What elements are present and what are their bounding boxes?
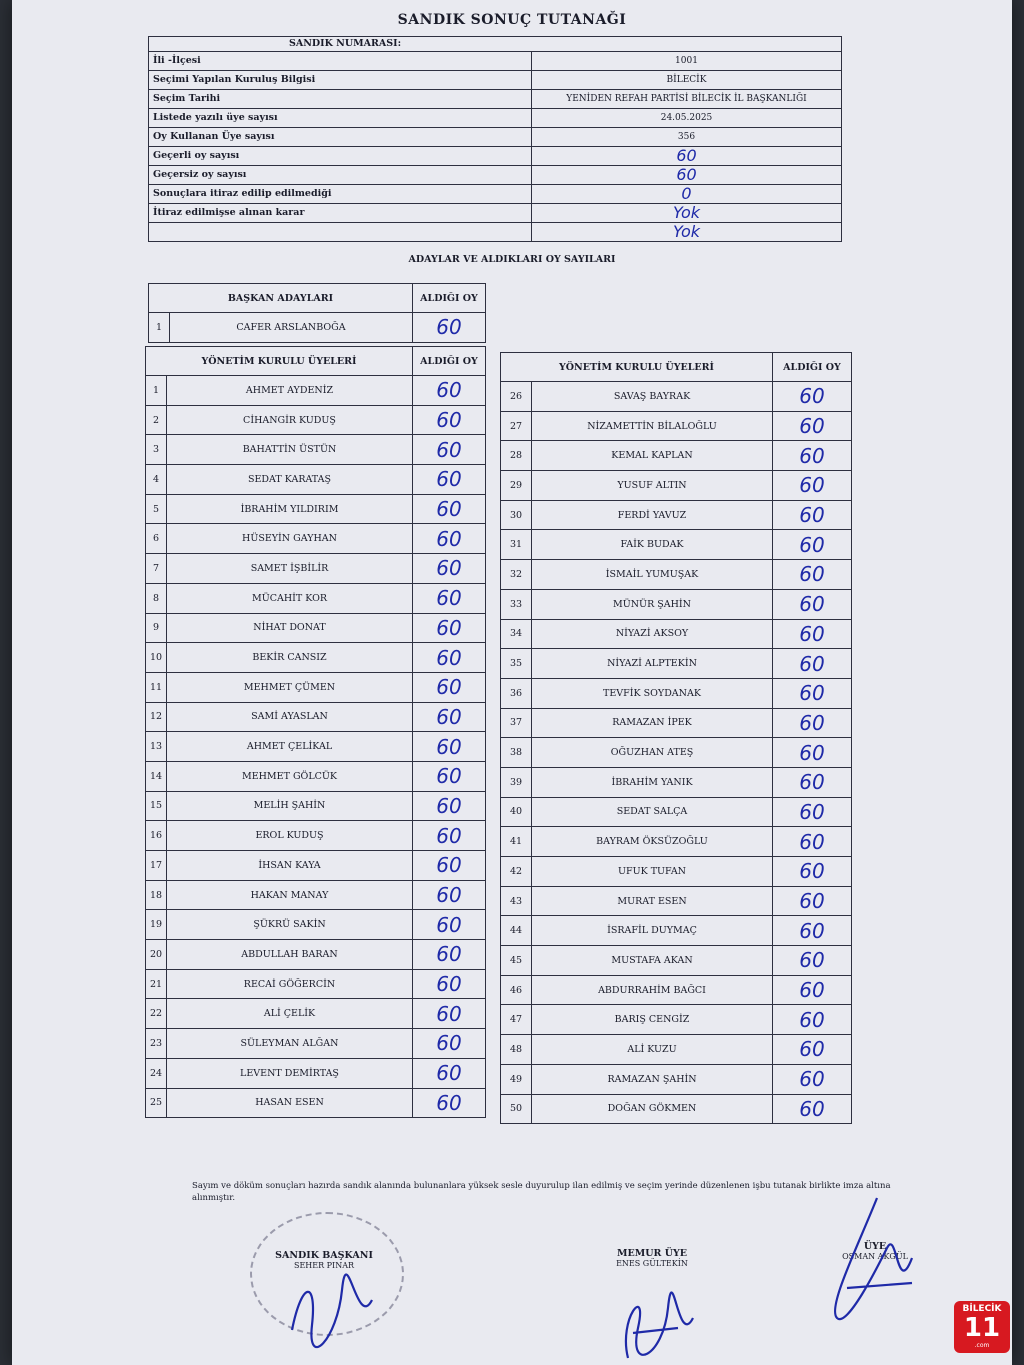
candidate-number: 24: [146, 1058, 167, 1088]
candidate-name: SAMET İŞBİLİR: [167, 554, 413, 584]
candidate-row: [146, 613, 486, 643]
candidate-number: 13: [146, 732, 167, 762]
candidate-votes: 60: [413, 554, 486, 584]
chair-title: SANDIK BAŞKANI: [275, 1250, 373, 1261]
candidate-votes: 60: [773, 886, 852, 916]
candidate-name: İHSAN KAYA: [167, 851, 413, 881]
candidate-votes: 60: [773, 1094, 852, 1124]
candidate-name: NİHAT DONAT: [167, 613, 413, 643]
info-label: Listede yazılı üye sayısı: [149, 109, 532, 127]
candidate-row: [146, 405, 486, 435]
candidate-votes: 60: [773, 471, 852, 501]
info-row: [149, 128, 841, 147]
candidate-number: 37: [501, 708, 532, 738]
logo-line-2: 11: [963, 1313, 1001, 1343]
candidate-row: [146, 1058, 486, 1088]
candidate-votes: 60: [773, 441, 852, 471]
candidate-votes: 60: [773, 797, 852, 827]
candidate-votes: 60: [773, 678, 852, 708]
candidate-name: İBRAHİM YANIK: [532, 767, 773, 797]
board-members-table-left: [145, 346, 486, 1118]
candidate-votes: 60: [413, 1058, 486, 1088]
info-value: 1001: [675, 56, 698, 66]
candidate-name: BEKİR CANSIZ: [167, 643, 413, 673]
candidate-row: [501, 827, 852, 857]
candidate-votes: 60: [413, 313, 486, 343]
candidate-name: MUSTAFA AKAN: [532, 946, 773, 976]
candidate-number: 4: [146, 465, 167, 495]
candidate-name: SÜLEYMAN ALĞAN: [167, 1029, 413, 1059]
info-row: [149, 185, 841, 204]
candidate-votes: 60: [773, 857, 852, 887]
candidate-row: [501, 708, 852, 738]
candidate-number: 39: [501, 767, 532, 797]
candidate-votes: 60: [773, 975, 852, 1005]
ballot-number-header: SANDIK NUMARASI:: [149, 37, 841, 52]
candidate-number: 44: [501, 916, 532, 946]
candidate-name: İSRAFİL DUYMAÇ: [532, 916, 773, 946]
candidate-row: [501, 1094, 852, 1124]
president-header-votes: ALDIĞI OY: [413, 284, 486, 313]
member-title: ÜYE: [863, 1241, 887, 1252]
candidate-row: [146, 851, 486, 881]
candidate-number: 1: [146, 376, 167, 406]
candidate-number: 41: [501, 827, 532, 857]
info-label: [149, 223, 532, 241]
candidate-number: 35: [501, 649, 532, 679]
candidate-number: 40: [501, 797, 532, 827]
candidate-row: [501, 678, 852, 708]
candidate-votes: 60: [773, 500, 852, 530]
candidate-name: SAMİ AYASLAN: [167, 702, 413, 732]
candidate-name: CİHANGİR KUDUŞ: [167, 405, 413, 435]
candidate-row: [146, 465, 486, 495]
info-value: YENİDEN REFAH PARTİSİ BİLECİK İL BAŞKANLIĞI: [566, 94, 807, 104]
candidate-number: 48: [501, 1035, 532, 1065]
candidate-row: [501, 1005, 852, 1035]
candidate-name: OĞUZHAN ATEŞ: [532, 738, 773, 768]
candidate-row: [501, 738, 852, 768]
candidate-name: NİYAZİ ALPTEKİN: [532, 649, 773, 679]
candidate-row: [146, 732, 486, 762]
info-label: Seçim Tarihi: [149, 90, 532, 108]
candidate-number: 32: [501, 560, 532, 590]
candidate-row: [501, 471, 852, 501]
candidate-row: [501, 619, 852, 649]
info-value: 60: [676, 146, 697, 165]
info-row: [149, 166, 841, 185]
info-label: Geçerli oy sayısı: [149, 147, 532, 165]
candidate-name: MEHMET GÖLCÜK: [167, 761, 413, 791]
candidate-row: [146, 821, 486, 851]
candidate-number: 43: [501, 886, 532, 916]
candidate-number: 27: [501, 411, 532, 441]
candidate-number: 15: [146, 791, 167, 821]
candidate-row: [146, 435, 486, 465]
candidate-votes: 60: [413, 999, 486, 1029]
candidate-number: 8: [146, 583, 167, 613]
info-label: Seçimi Yapılan Kuruluş Bilgisi: [149, 71, 532, 89]
member-name: OSMAN AKGÜL: [842, 1252, 908, 1261]
candidate-row: [146, 999, 486, 1029]
candidate-number: 19: [146, 910, 167, 940]
candidate-name: EROL KUDUŞ: [167, 821, 413, 851]
candidate-row: [146, 940, 486, 970]
candidate-votes: 60: [773, 619, 852, 649]
candidate-row: [146, 524, 486, 554]
candidate-row: [501, 530, 852, 560]
candidate-name: RECAİ GÖĞERCİN: [167, 969, 413, 999]
candidate-name: RAMAZAN ŞAHİN: [532, 1064, 773, 1094]
candidate-number: 5: [146, 494, 167, 524]
candidate-votes: 60: [773, 560, 852, 590]
candidate-votes: 60: [413, 494, 486, 524]
candidate-number: 23: [146, 1029, 167, 1059]
candidate-votes: 60: [413, 791, 486, 821]
candidate-number: 46: [501, 975, 532, 1005]
candidate-votes: 60: [773, 649, 852, 679]
info-label: Geçersiz oy sayısı: [149, 166, 532, 184]
candidate-row: [501, 1064, 852, 1094]
candidate-name: SEDAT SALÇA: [532, 797, 773, 827]
candidate-number: 18: [146, 880, 167, 910]
candidate-votes: 60: [773, 530, 852, 560]
info-label: Oy Kullanan Üye sayısı: [149, 128, 532, 146]
info-row: [149, 52, 841, 71]
president-candidates-table: [148, 283, 486, 343]
candidate-votes: 60: [413, 435, 486, 465]
candidate-name: İSMAİL YUMUŞAK: [532, 560, 773, 590]
candidate-number: 25: [146, 1088, 167, 1118]
candidate-votes: 60: [413, 880, 486, 910]
candidate-votes: 60: [773, 589, 852, 619]
candidate-votes: 60: [413, 732, 486, 762]
candidate-name: HÜSEYİN GAYHAN: [167, 524, 413, 554]
candidate-row: [501, 886, 852, 916]
info-row: [149, 90, 841, 109]
info-row: [149, 147, 841, 166]
candidate-votes: 60: [773, 946, 852, 976]
candidate-name: ŞÜKRÜ SAKİN: [167, 910, 413, 940]
candidate-row: [146, 761, 486, 791]
candidate-name: NİZAMETTİN BİLALOĞLU: [532, 411, 773, 441]
candidate-row: [501, 1035, 852, 1065]
candidate-name: BAHATTİN ÜSTÜN: [167, 435, 413, 465]
member-signature-scribble: [817, 1188, 927, 1328]
candidate-row: [501, 649, 852, 679]
candidate-name: HASAN ESEN: [167, 1088, 413, 1118]
board-right-header-votes: ALDIĞI OY: [773, 353, 852, 382]
candidate-name: SAVAŞ BAYRAK: [532, 382, 773, 412]
board-members-table-right: [500, 352, 852, 1124]
candidate-row: [146, 969, 486, 999]
candidate-number: 26: [501, 382, 532, 412]
candidate-number: 38: [501, 738, 532, 768]
candidate-votes: 60: [773, 767, 852, 797]
candidate-row: [146, 910, 486, 940]
candidate-number: 1: [149, 313, 170, 343]
candidate-row: [501, 500, 852, 530]
candidate-votes: 60: [773, 738, 852, 768]
info-label: Sonuçlara itiraz edilip edilmediği: [149, 185, 532, 203]
info-row: [149, 204, 841, 223]
info-value: BİLECİK: [666, 75, 707, 85]
footnote-text: Sayım ve döküm sonuçları hazırda sandık alanında bulunanlara yüksek sesle duyurulup ilan edilmiş ve seçim yerinde düzenlenen işbu tutanak birlikte imza altına alınmıştır.: [192, 1181, 891, 1203]
chair-signature-block: [260, 1250, 388, 1270]
candidate-number: 7: [146, 554, 167, 584]
candidate-votes: 60: [413, 1029, 486, 1059]
candidate-name: MEHMET ÇÜMEN: [167, 672, 413, 702]
president-header-name: BAŞKAN ADAYLARI: [149, 284, 413, 313]
candidate-votes: 60: [413, 524, 486, 554]
candidate-row: [146, 1088, 486, 1118]
candidate-number: 16: [146, 821, 167, 851]
candidate-number: 47: [501, 1005, 532, 1035]
candidate-name: ABDURRAHİM BAĞCI: [532, 975, 773, 1005]
candidate-votes: 60: [413, 583, 486, 613]
info-row: [149, 223, 841, 241]
candidate-name: LEVENT DEMİRTAŞ: [167, 1058, 413, 1088]
info-value: 0: [681, 184, 692, 203]
candidate-row: [146, 583, 486, 613]
candidate-row: [501, 946, 852, 976]
candidate-number: 21: [146, 969, 167, 999]
candidate-name: DOĞAN GÖKMEN: [532, 1094, 773, 1124]
candidate-number: 6: [146, 524, 167, 554]
candidates-subtitle: ADAYLAR VE ALDIKLARI OY SAYILARI: [408, 254, 616, 265]
officer-signature-scribble: [608, 1278, 698, 1363]
board-left-header-name: YÖNETİM KURULU ÜYELERİ: [146, 347, 413, 376]
candidate-number: 36: [501, 678, 532, 708]
info-label: İtiraz edilmişse alınan karar: [149, 204, 532, 222]
candidate-number: 28: [501, 441, 532, 471]
candidate-name: AHMET AYDENİZ: [167, 376, 413, 406]
candidate-votes: 60: [413, 376, 486, 406]
logo-line-3: .com: [974, 1342, 990, 1349]
candidate-row: [146, 791, 486, 821]
candidate-name: ALİ ÇELİK: [167, 999, 413, 1029]
candidate-number: 34: [501, 619, 532, 649]
info-value: Yok: [672, 222, 701, 241]
candidate-votes: 60: [413, 702, 486, 732]
candidate-number: 3: [146, 435, 167, 465]
candidate-number: 9: [146, 613, 167, 643]
candidate-row: [146, 880, 486, 910]
board-left-header-votes: ALDIĞI OY: [413, 347, 486, 376]
candidate-name: FAİK BUDAK: [532, 530, 773, 560]
candidate-row: [501, 560, 852, 590]
candidate-row: [501, 589, 852, 619]
candidate-row: [501, 411, 852, 441]
candidate-name: MÜCAHİT KOR: [167, 583, 413, 613]
candidate-name: RAMAZAN İPEK: [532, 708, 773, 738]
info-value: Yok: [672, 203, 701, 222]
ballot-result-sheet: [12, 0, 1012, 1365]
candidate-name: İBRAHİM YILDIRIM: [167, 494, 413, 524]
candidate-name: BAYRAM ÖKSÜZOĞLU: [532, 827, 773, 857]
candidate-number: 33: [501, 589, 532, 619]
candidate-number: 30: [501, 500, 532, 530]
candidate-name: MELİH ŞAHİN: [167, 791, 413, 821]
candidate-number: 29: [501, 471, 532, 501]
bilecik11-logo: [954, 1301, 1010, 1353]
candidate-votes: 60: [773, 1064, 852, 1094]
officer-signature-block: [597, 1248, 707, 1268]
candidate-number: 12: [146, 702, 167, 732]
candidate-votes: 60: [773, 382, 852, 412]
candidate-name: NİYAZİ AKSOY: [532, 619, 773, 649]
candidate-votes: 60: [773, 1035, 852, 1065]
candidate-name: UFUK TUFAN: [532, 857, 773, 887]
candidate-number: 20: [146, 940, 167, 970]
candidate-row: [501, 916, 852, 946]
info-value: 60: [676, 165, 697, 184]
info-label: İli -İlçesi: [149, 52, 532, 70]
candidate-number: 31: [501, 530, 532, 560]
candidate-row: [501, 797, 852, 827]
candidate-number: 49: [501, 1064, 532, 1094]
candidate-votes: 60: [773, 1005, 852, 1035]
candidate-number: 42: [501, 857, 532, 887]
candidate-row: [501, 767, 852, 797]
candidate-votes: 60: [773, 708, 852, 738]
candidate-votes: 60: [413, 851, 486, 881]
info-row: [149, 71, 841, 90]
candidate-votes: 60: [413, 940, 486, 970]
candidate-votes: 60: [413, 821, 486, 851]
officer-name: ENES GÜLTEKİN: [616, 1259, 688, 1268]
officer-title: MEMUR ÜYE: [616, 1248, 688, 1259]
candidate-votes: 60: [413, 910, 486, 940]
candidate-name: MURAT ESEN: [532, 886, 773, 916]
info-value: 24.05.2025: [660, 113, 713, 123]
candidate-name: YUSUF ALTIN: [532, 471, 773, 501]
candidate-row: [146, 554, 486, 584]
candidate-name: ALİ KUZU: [532, 1035, 773, 1065]
candidate-votes: 60: [413, 643, 486, 673]
candidate-name: HAKAN MANAY: [167, 880, 413, 910]
candidate-name: KEMAL KAPLAN: [532, 441, 773, 471]
candidate-name: BARIŞ CENGİZ: [532, 1005, 773, 1035]
candidate-name: MÜNÜR ŞAHİN: [532, 589, 773, 619]
candidate-votes: 60: [773, 827, 852, 857]
candidate-votes: 60: [773, 916, 852, 946]
candidate-number: 45: [501, 946, 532, 976]
candidate-name: FERDİ YAVUZ: [532, 500, 773, 530]
candidate-votes: 60: [413, 761, 486, 791]
candidate-name: ABDULLAH BARAN: [167, 940, 413, 970]
info-value: 356: [677, 132, 696, 142]
candidate-number: 2: [146, 405, 167, 435]
candidate-votes: 60: [413, 1088, 486, 1118]
candidate-row: [146, 672, 486, 702]
candidate-name: AHMET ÇELİKAL: [167, 732, 413, 762]
candidate-row: [501, 857, 852, 887]
candidate-number: 10: [146, 643, 167, 673]
page-title: SANDIK SONUÇ TUTANAĞI: [397, 12, 627, 28]
board-right-header-name: YÖNETİM KURULU ÜYELERİ: [501, 353, 773, 382]
candidate-number: 11: [146, 672, 167, 702]
candidate-name: TEVFİK SOYDANAK: [532, 678, 773, 708]
ballot-info-table: [148, 36, 842, 242]
candidate-votes: 60: [413, 405, 486, 435]
candidate-row: [146, 643, 486, 673]
chair-name: SEHER PINAR: [293, 1261, 355, 1270]
candidate-row: [501, 382, 852, 412]
candidate-row: [501, 441, 852, 471]
candidate-number: 22: [146, 999, 167, 1029]
candidate-row: [501, 975, 852, 1005]
candidate-row: [146, 376, 486, 406]
logo-line-1: BİLECİK: [962, 1304, 1002, 1314]
chair-signature-scribble: [282, 1270, 382, 1350]
candidate-number: 50: [501, 1094, 532, 1124]
candidate-number: 17: [146, 851, 167, 881]
candidate-name: SEDAT KARATAŞ: [167, 465, 413, 495]
candidate-votes: 60: [413, 465, 486, 495]
candidate-row: [146, 1029, 486, 1059]
candidate-row: [149, 313, 486, 343]
info-row: [149, 109, 841, 128]
candidate-votes: 60: [413, 969, 486, 999]
candidate-name: CAFER ARSLANBOĞA: [170, 313, 413, 343]
candidate-votes: 60: [413, 613, 486, 643]
candidate-row: [146, 494, 486, 524]
candidate-votes: 60: [413, 672, 486, 702]
candidate-row: [146, 702, 486, 732]
candidate-number: 14: [146, 761, 167, 791]
candidate-votes: 60: [773, 411, 852, 441]
